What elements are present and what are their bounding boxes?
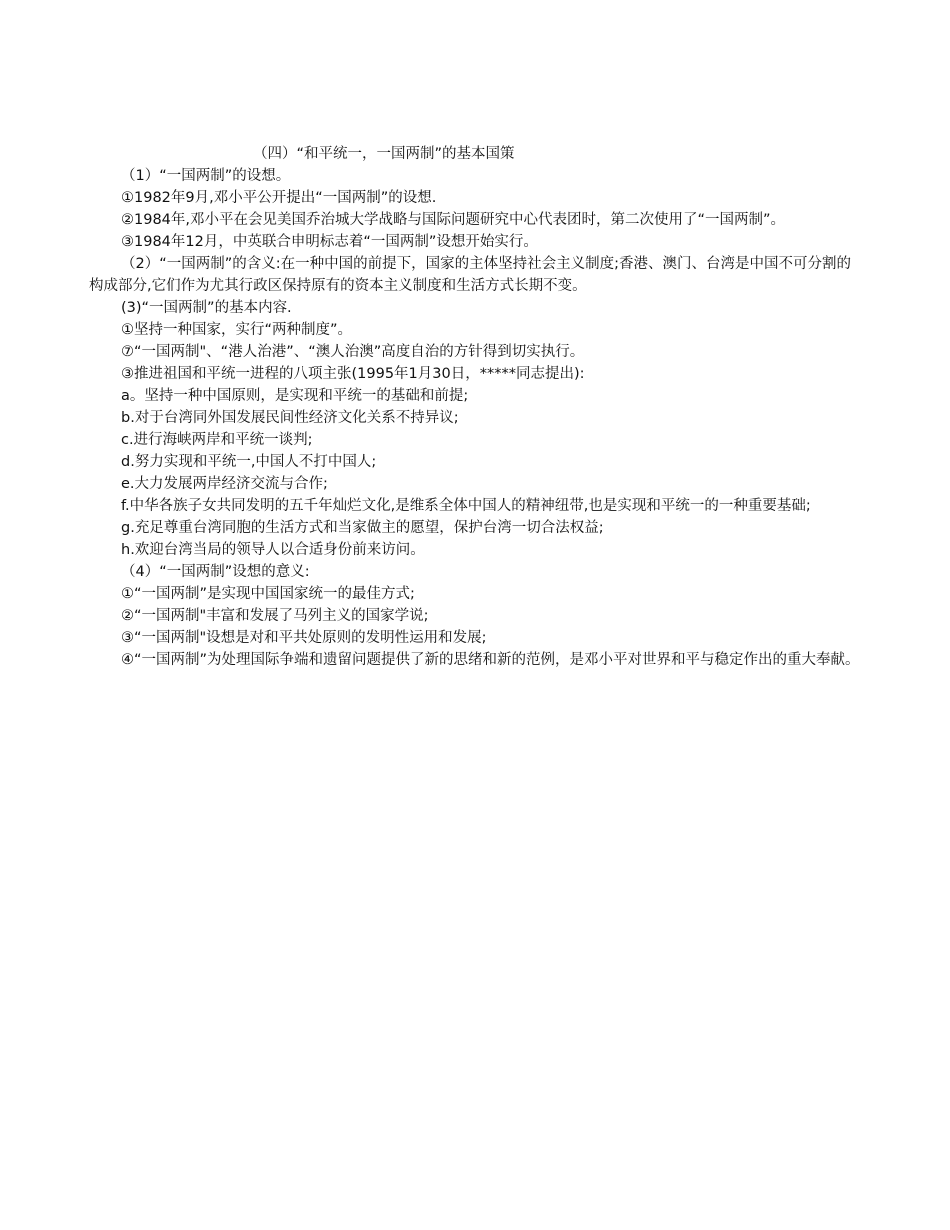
paragraph: ③1984年12月，中英联合申明标志着“一国两制”设想开始实行。 [121, 234, 538, 250]
document-body [89, 143, 864, 671]
paragraph: ②1984年,邓小平在会见美国乔治城大学战略与国际问题研究中心代表团时，第二次使用了“一国两制”。 [121, 212, 786, 228]
paragraph: （1）“一国两制”的设想。 [121, 168, 291, 184]
paragraph: c.进行海峡两岸和平统一谈判; [121, 432, 313, 448]
paragraph: ②“一国两制"丰富和发展了马列主义的国家学说; [121, 608, 429, 624]
paragraph: ⑦“一国两制"、“港人治港”、“澳人治澳”高度自治的方针得到切实执行。 [121, 344, 585, 360]
paragraph: （2）“一国两制”的含义:在一种中国的前提下，国家的主体坚持社会主义制度;香港、澳门、台湾是中国不可分割的构成部分,它们作为尤其行政区保持原有的资本主义制度和生活方式长期不变。 [89, 256, 852, 294]
paragraph: （4）“一国两制”设想的意义: [121, 564, 310, 580]
paragraph: e.大力发展两岸经济交流与合作; [121, 476, 328, 492]
paragraph: ③推进祖国和平统一进程的八项主张(1995年1月30日，*****同志提出): [121, 366, 585, 382]
paragraph: (3)“一国两制”的基本内容. [121, 300, 292, 316]
paragraph: a。坚持一种中国原则，是实现和平统一的基础和前提; [121, 388, 469, 404]
paragraph: ①坚持一种国家，实行“两种制度”。 [121, 322, 353, 338]
paragraph: ①1982年9月,邓小平公开提出“一国两制”的设想. [121, 190, 437, 206]
section-title: （四）“和平统一，一国两制”的基本国策 [253, 146, 515, 162]
paragraph: h.欢迎台湾当局的领导人以合适身份前来访问。 [121, 542, 425, 558]
paragraph: g.充足尊重台湾同胞的生活方式和当家做主的愿望，保护台湾一切合法权益; [121, 520, 604, 536]
paragraph: d.努力实现和平统一,中国人不打中国人; [121, 454, 377, 470]
paragraph: f.中华各族子女共同发明的五千年灿烂文化,是维系全体中国人的精神纽带,也是实现和平统一的一种重要基础; [121, 498, 811, 514]
paragraph: ③“一国两制"设想是对和平共处原则的发明性运用和发展; [121, 630, 487, 646]
paragraph: b.对于台湾同外国发展民间性经济文化关系不持异议; [121, 410, 459, 426]
paragraph: ④“一国两制”为处理国际争端和遗留问题提供了新的思绪和新的范例，是邓小平对世界和平与稳定作出的重大奉献。 [121, 652, 860, 668]
paragraph: ①“一国两制”是实现中国国家统一的最佳方式; [121, 586, 415, 602]
